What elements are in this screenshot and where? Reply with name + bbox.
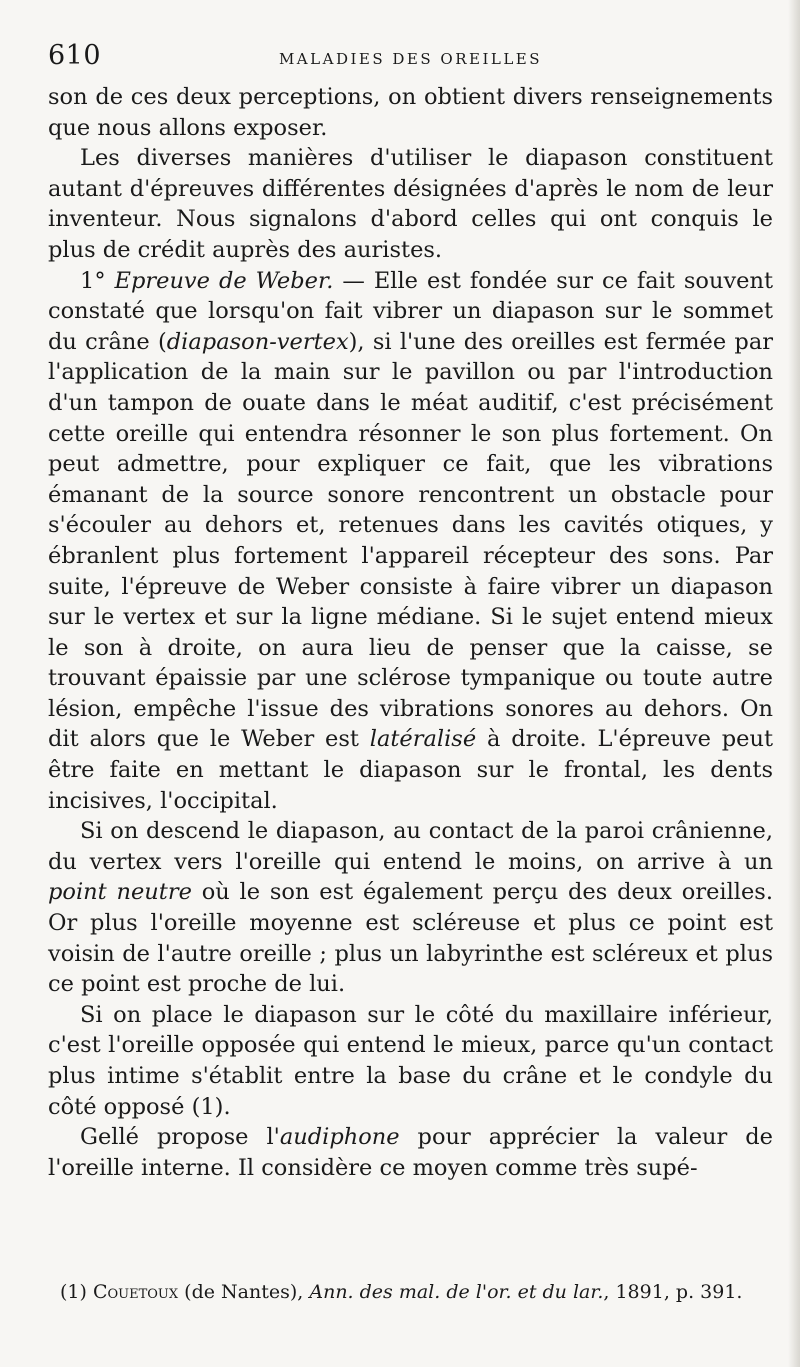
emphasis-diapason-vertex: diapason-vertex [166,328,349,355]
page-number: 610 [48,40,102,71]
page-header [48,36,773,82]
paragraph-weber [48,266,773,817]
footnote-author: Couetoux [92,1281,179,1303]
running-head: MALADIES DES OREILLES [278,50,543,68]
paragraph-text: — Elle est fondée sur ce fait souvent constaté que lorsqu'on fait vibrer un diapason sur le sommet du crâne ( [48,267,774,355]
paragraph-4 [48,816,773,1000]
footnote-mark: (1) [60,1281,93,1303]
footnote-journal: Ann. des mal. de l'or. et du lar. [309,1281,604,1303]
paragraph-2: Les diverses manières d'utiliser le diapason constituent autant d'épreuves différentes désignées d'après le nom de leur inventeur. Nous signalons d'abord celles qui ont conquis le plus de crédit auprès des auristes. [48,145,773,263]
paragraph-5: Si on place le diapason sur le côté du maxillaire inférieur, c'est l'oreille opposée qui entend le mieux, parce qu'un contact plus intime s'établit entre la base du crâne et le condyle du côté opposé (1). [48,1001,773,1120]
paragraph-text: Si on descend le diapason, au contact de la paroi crânienne, du vertex vers l'oreille qui entend le moins, on arrive à un [48,818,773,875]
footnote-text: (de Nantes), [178,1281,310,1303]
page-edge-shadow [788,0,800,1367]
emphasis-lateralise: latéralisé [369,726,477,753]
paragraph-text: à droite. L'épreuve peut être faite en mettant le diapason sur le frontal, les dents incisives, l'occipital. [48,726,774,814]
emphasis-point-neutre: point neutre [48,879,192,906]
book-page [48,36,773,1183]
paragraph-text: ), si l'une des oreilles est fermée par l'application de la main sur le pavillon ou par l'introduction d'un tampon de ouate dans le méat auditif, c'est précisément cette oreille qui entendra résonner le son plus fortement. On peut admettre, pour expliquer ce fait, que les vibrations émanant de la source sonore rencontrent un obstacle pour s'écouler au dehors et, retenues dans les cavités otiques, y ébranlent plus fortement l'appareil récepteur des sons. Par suite, l'épreuve de Weber consiste à faire vibrer un diapason sur le vertex et sur la ligne médiane. Si le sujet entend mieux le son à droite, on aura lieu de penser que la caisse, se trouvant épaissie par une sclérose tympanique ou toute autre lésion, empêche l'issue des vibrations sonores au dehors. On dit alors que le Weber est [48,328,773,753]
footnote [48,1278,773,1306]
paragraph-text: Gellé propose l' [80,1124,280,1151]
body-text [48,82,773,1183]
paragraph-1: son de ces deux perceptions, on obtient divers renseignements que nous allons exposer. [48,84,773,141]
paragraph-text: pour apprécier la valeur de l'oreille interne. Il considère ce moyen comme très supé- [48,1124,773,1181]
section-number: 1° [80,267,115,294]
footnote-text: , 1891, p. 391. [603,1281,743,1303]
footnote-1 [48,1278,773,1306]
section-title: Epreuve de Weber. [114,267,334,294]
paragraph-text: où le son est également perçu des deux oreilles. Or plus l'oreille moyenne est scléreuse et plus ce point est voisin de l'autre oreille ; plus un labyrinthe est scléreux et plus ce point est proche de lui. [48,879,773,998]
emphasis-audiphone: audiphone [279,1124,400,1151]
paragraph-6 [48,1122,773,1183]
